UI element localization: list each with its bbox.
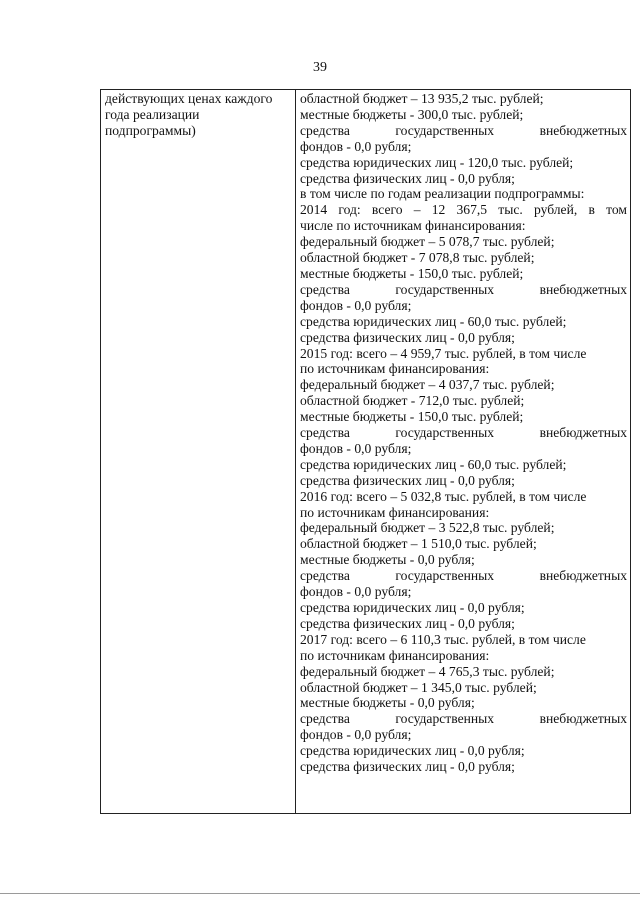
text-line: местные бюджеты - 150,0 тыс. рублей; — [300, 265, 524, 281]
text-line: по источникам финансирования: — [300, 361, 490, 377]
text-line: средства юридических лиц - 0,0 рубля; — [300, 600, 525, 615]
bottom-rule — [0, 893, 640, 894]
text-line: федеральный бюджет – 4 037,7 тыс. рублей; — [300, 377, 555, 393]
word: средства — [300, 122, 350, 138]
text-line: фондов - 0,0 рубля; — [300, 138, 412, 154]
word: внебюджетных — [539, 281, 627, 297]
word: государственных — [395, 122, 495, 138]
word: государственных — [395, 568, 495, 584]
text-line: средства физических лиц - 0,0 рубля; — [300, 472, 515, 488]
text-line: фондов - 0,0 рубля; — [300, 584, 412, 600]
word: год: — [338, 202, 361, 218]
word: в — [588, 202, 595, 218]
word: внебюджетных — [539, 711, 627, 727]
text-line: 2017 год: всего – 6 110,3 тыс. рублей, в том числе — [300, 631, 586, 647]
text-line: федеральный бюджет – 5 078,7 тыс. рублей; — [300, 234, 555, 250]
text-line: средства юридических лиц - 0,0 рубля; — [300, 743, 525, 759]
word: государственных — [395, 711, 495, 727]
word: средства — [300, 568, 350, 584]
text-line: областной бюджет – 13 935,2 тыс. рублей; — [300, 91, 544, 106]
word: средства — [300, 425, 350, 441]
text-line-justified — [300, 425, 627, 441]
page-number: 39 — [313, 60, 327, 75]
word: 2014 — [300, 202, 328, 218]
left-cell-line: действующих ценах каждого — [105, 91, 273, 106]
word: внебюджетных — [539, 425, 627, 441]
word: государственных — [395, 281, 495, 297]
word: 367,5 — [456, 202, 488, 218]
text-line: местные бюджеты - 300,0 тыс. рублей; — [300, 106, 524, 122]
text-line: фондов - 0,0 рубля; — [300, 297, 412, 313]
text-line: фондов - 0,0 рубля; — [300, 440, 412, 456]
text-line: по источникам финансирования: — [300, 647, 490, 663]
text-line: местные бюджеты - 0,0 рубля; — [300, 552, 475, 568]
text-line: областной бюджет – 1 510,0 тыс. рублей; — [300, 536, 537, 552]
word: средства — [300, 711, 350, 727]
word: средства — [300, 281, 350, 297]
word: тыс. — [498, 202, 523, 218]
text-line: федеральный бюджет – 4 765,3 тыс. рублей; — [300, 663, 555, 679]
text-line: средства физических лиц - 0,0 рубля; — [300, 759, 515, 775]
text-line: областной бюджет – 1 345,0 тыс. рублей; — [300, 679, 537, 695]
word: рублей, — [533, 202, 578, 218]
financing-table — [100, 89, 631, 814]
text-line: областной бюджет - 7 078,8 тыс. рублей; — [300, 250, 535, 266]
left-cell — [101, 90, 296, 814]
text-line: 2015 год: всего – 4 959,7 тыс. рублей, в том числе — [300, 345, 587, 361]
text-line-justified — [300, 123, 627, 139]
right-cell — [296, 90, 631, 814]
word: государственных — [395, 425, 495, 441]
text-line: местные бюджеты - 0,0 рубля; — [300, 695, 475, 711]
text-line: числе по источникам финансирования: — [300, 218, 526, 234]
text-line: местные бюджеты - 150,0 тыс. рублей; — [300, 409, 524, 425]
text-line: средства физических лиц - 0,0 рубля; — [300, 170, 515, 186]
word: 12 — [431, 202, 446, 218]
text-line: в том числе по годам реализации подпрограммы: — [300, 186, 585, 202]
left-cell-line: года реализации — [105, 106, 200, 122]
left-cell-line: подпрограммы) — [105, 122, 196, 138]
word: всего — [371, 202, 403, 218]
text-line-justified — [300, 568, 627, 584]
text-line: фондов - 0,0 рубля; — [300, 727, 412, 743]
table-row — [101, 90, 631, 814]
text-line: средства физических лиц - 0,0 рубля; — [300, 329, 515, 345]
text-line: средства юридических лиц - 120,0 тыс. рублей; — [300, 154, 574, 170]
text-line: федеральный бюджет – 3 522,8 тыс. рублей; — [300, 520, 555, 536]
text-line: средства юридических лиц - 60,0 тыс. рублей; — [300, 456, 567, 472]
text-line-justified — [300, 282, 627, 298]
text-line-justified — [300, 711, 627, 727]
text-line: средства юридических лиц - 60,0 тыс. рублей; — [300, 313, 567, 329]
word: внебюджетных — [539, 122, 627, 138]
text-line: средства физических лиц - 0,0 рубля; — [300, 615, 515, 631]
text-line: по источникам финансирования: — [300, 504, 490, 520]
word: внебюджетных — [539, 568, 627, 584]
word: – — [413, 202, 421, 218]
text-line: 2016 год: всего – 5 032,8 тыс. рублей, в том числе — [300, 488, 587, 504]
word: том — [606, 202, 627, 218]
text-line-justified — [300, 202, 627, 218]
text-line: областной бюджет - 712,0 тыс. рублей; — [300, 393, 525, 409]
